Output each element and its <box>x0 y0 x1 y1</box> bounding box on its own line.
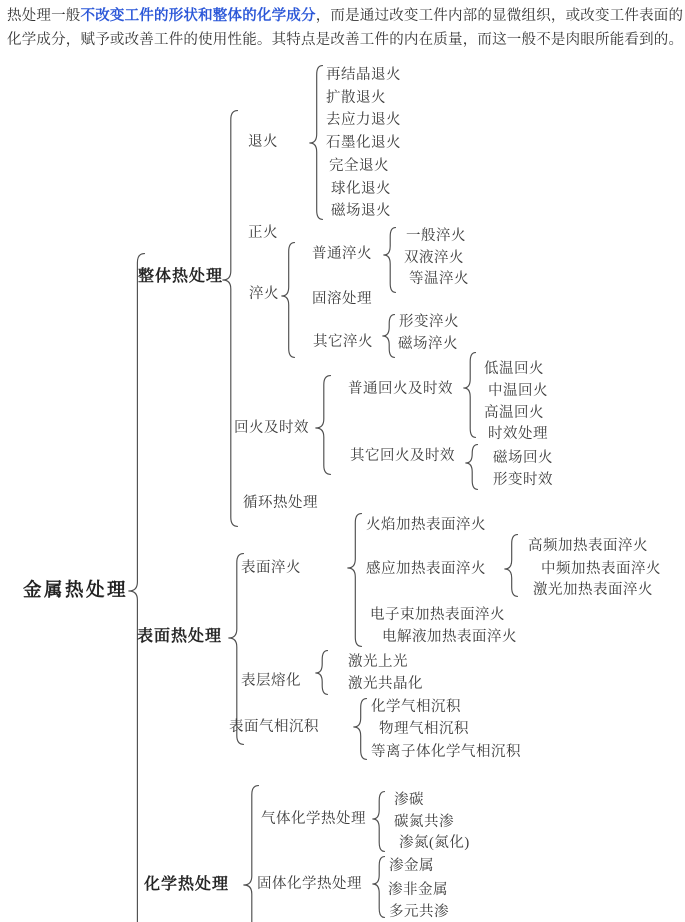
node-general-quenching: 一般淬火 <box>406 227 466 244</box>
node-solid-chemical-heat-treatment: 固体化学热处理 <box>257 875 362 892</box>
node-deformation-quenching: 形变淬火 <box>399 313 459 330</box>
node-spheroidizing-annealing: 球化退火 <box>331 180 391 197</box>
node-medium-temp-tempering: 中温回火 <box>488 382 548 399</box>
node-other-quenching: 其它淬火 <box>313 333 373 350</box>
node-metal-heat-treatment: 金属热处理 <box>23 580 129 601</box>
node-mf-induction-surface-quenching: 中频加热表面淬火 <box>541 560 661 577</box>
node-multi-element-cementation: 多元共渗 <box>389 903 449 920</box>
node-full-annealing: 完全退火 <box>329 157 389 174</box>
node-gas-chemical-heat-treatment: 气体化学热处理 <box>261 810 366 827</box>
brace-surface <box>228 553 244 745</box>
node-nonmetal-cementation: 渗非金属 <box>388 881 448 898</box>
intro-paragraph <box>7 5 683 52</box>
intro-line-2: 化学成分，赋予或改善工件的使用性能。其特点是改善工件的内在质量，而这一般不是肉眼所能看到的。 <box>7 31 684 48</box>
node-solution-treatment: 固溶处理 <box>312 290 372 307</box>
node-laser-eutectic: 激光共晶化 <box>348 675 423 692</box>
node-cvd: 化学气相沉积 <box>371 698 461 715</box>
node-annealing: 退火 <box>248 133 278 150</box>
node-cyclic-heat-treatment: 循环热处理 <box>243 494 318 511</box>
brace-root <box>128 253 145 922</box>
brace-solid-chemical <box>372 856 385 918</box>
node-overall-heat-treatment: 整体热处理 <box>138 268 224 285</box>
intro-line-1 <box>7 5 683 29</box>
node-electrolyte-surface-quenching: 电解液加热表面淬火 <box>382 628 517 645</box>
node-low-temp-tempering: 低温回火 <box>484 360 544 377</box>
brace-other-tempering <box>465 444 478 490</box>
brace-chemical <box>243 785 259 922</box>
node-metal-cementation: 渗金属 <box>389 857 434 874</box>
node-surface-quenching: 表面淬火 <box>241 559 301 576</box>
node-normalizing: 正火 <box>248 224 278 241</box>
node-induction-surface-quenching: 感应加热表面淬火 <box>366 560 486 577</box>
intro-highlight: 不改变工件的形状和整体的化学成分 <box>80 8 316 24</box>
node-flame-surface-quenching: 火焰加热表面淬火 <box>366 516 486 533</box>
brace-ordinary-quenching <box>383 227 396 293</box>
node-magnetic-annealing: 磁场退火 <box>331 202 391 219</box>
brace-ordinary-tempering <box>463 352 476 438</box>
intro-prefix: 热处理一般 <box>7 8 81 24</box>
brace-tempering-aging <box>315 375 331 475</box>
node-surface-melting: 表层熔化 <box>241 672 301 689</box>
node-other-tempering-aging: 其它回火及时效 <box>350 447 455 464</box>
brace-surface-melting <box>315 650 328 695</box>
node-tempering-and-aging: 回火及时效 <box>234 419 309 436</box>
brace-induction <box>504 534 518 597</box>
intro-suffix: ，而是通过改变工件内部的显微组织，或改变工件表面的 <box>315 8 684 24</box>
brace-other-quenching <box>382 314 395 358</box>
brace-gas-chemical <box>372 791 385 852</box>
node-graphitization-annealing: 石墨化退火 <box>326 134 401 151</box>
node-diffusion-annealing: 扩散退火 <box>326 89 386 106</box>
node-plasma-cvd: 等离子体化学气相沉积 <box>371 743 521 760</box>
node-carbonitriding: 碳氮共渗 <box>394 813 454 830</box>
node-magnetic-tempering: 磁场回火 <box>493 449 553 466</box>
node-isothermal-quenching: 等温淬火 <box>409 270 469 287</box>
node-carburizing: 渗碳 <box>394 791 424 808</box>
node-magnetic-quenching: 磁场淬火 <box>398 335 458 352</box>
node-hf-induction-surface-quenching: 高频加热表面淬火 <box>528 537 648 554</box>
brace-vapor-deposition <box>353 698 367 760</box>
node-quenching: 淬火 <box>249 285 279 302</box>
brace-quenching <box>281 242 295 358</box>
node-surface-vapor-deposition: 表面气相沉积 <box>229 718 319 735</box>
node-laser-heating-surface-quenching: 激光加热表面淬火 <box>533 581 653 598</box>
brace-annealing <box>309 65 323 220</box>
node-deformation-aging: 形变时效 <box>493 471 553 488</box>
node-stress-relief-annealing: 去应力退火 <box>326 111 401 128</box>
node-chemical-heat-treatment: 化学热处理 <box>144 876 230 893</box>
node-recrystallization-annealing: 再结晶退火 <box>326 66 401 83</box>
node-laser-glazing: 激光上光 <box>348 653 408 670</box>
node-surface-heat-treatment: 表面热处理 <box>137 628 223 645</box>
node-electron-beam-surface-quenching: 电子束加热表面淬火 <box>370 606 505 623</box>
node-ordinary-quenching: 普通淬火 <box>312 245 372 262</box>
node-pvd: 物理气相沉积 <box>379 720 469 737</box>
node-nitriding: 渗氮(氮化) <box>399 834 470 851</box>
node-ordinary-tempering-aging: 普通回火及时效 <box>348 380 453 397</box>
node-aging-treatment: 时效处理 <box>488 425 548 442</box>
brace-surface-quenching <box>347 513 362 647</box>
brace-overall <box>222 110 238 527</box>
node-dual-liquid-quenching: 双液淬火 <box>404 249 464 266</box>
node-high-temp-tempering: 高温回火 <box>484 404 544 421</box>
